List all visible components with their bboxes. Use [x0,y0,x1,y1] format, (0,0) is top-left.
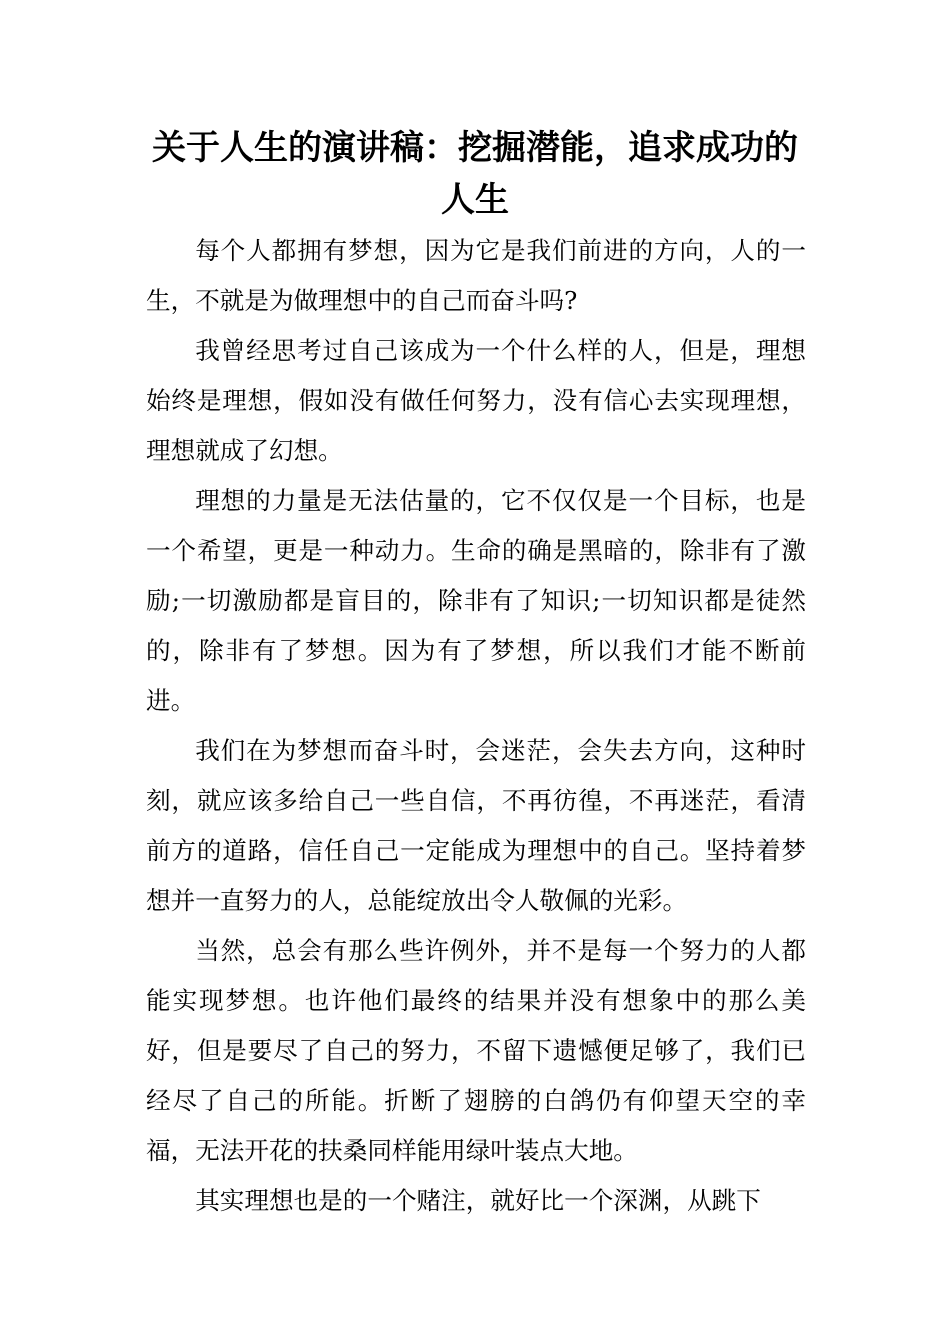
paragraph: 其实理想也是的一个赌注，就好比一个深渊，从跳下 [195,1186,761,1215]
document-title: 关于人生的演讲稿：挖掘潜能，追求成功的人生 [152,128,798,220]
paragraph: 我们在为梦想而奋斗时，会迷茫，会失去方向，这种时刻，就应该多给自己一些自信，不再彷徨，不再迷茫，看清前方的道路，信任自己一定能成为理想中的自己。坚持着梦想并一直努力的人，总能绽放出令人敬佩的光彩。 [146,736,806,915]
paragraph: 每个人都拥有梦想，因为它是我们前进的方向，人的一生，不就是为做理想中的自己而奋斗吗? [146,236,806,315]
paragraph: 我曾经思考过自己该成为一个什么样的人，但是，理想始终是理想，假如没有做任何努力，没有信心去实现理想，理想就成了幻想。 [146,336,806,465]
paragraph: 理想的力量是无法估量的，它不仅仅是一个目标，也是一个希望，更是一种动力。生命的确是黑暗的，除非有了激励;一切激励都是盲目的，除非有了知识;一切知识都是徒然的，除非有了梦想。因为有了梦想，所以我们才能不断前进。 [146,486,806,715]
paragraph: 当然，总会有那么些许例外，并不是每一个努力的人都能实现梦想。也许他们最终的结果并没有想象中的那么美好，但是要尽了自己的努力，不留下遗憾便足够了，我们已经尽了自己的所能。折断了翅膀的白鸽仍有仰望天空的幸福，无法开花的扶桑同样能用绿叶装点大地。 [146,936,806,1165]
document-body [146,226,806,1226]
